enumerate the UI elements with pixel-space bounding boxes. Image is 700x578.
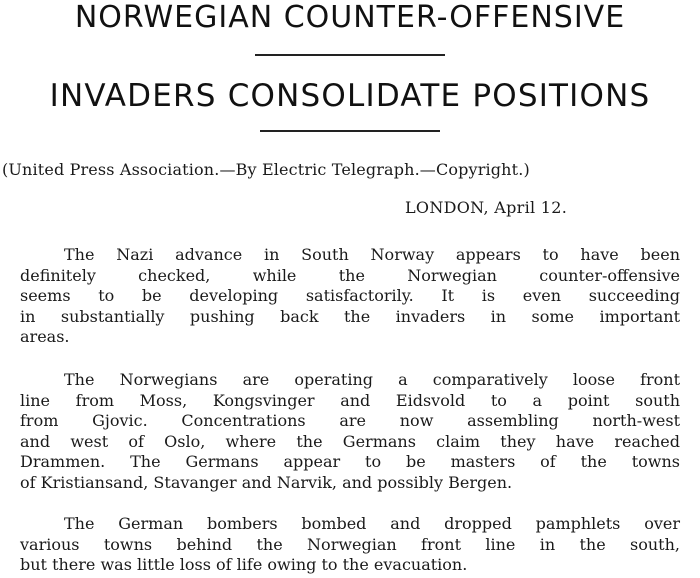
dateline: LONDON, April 12. <box>405 198 568 217</box>
paragraph-line: but there was little loss of life owing to the evacuation. <box>20 555 468 574</box>
paragraph-1 <box>20 245 680 348</box>
paragraph-line: Drammen. The Germans appear to be masters of the towns <box>20 452 680 471</box>
paragraph-line: various towns behind the Norwegian front line in the south, <box>20 534 680 554</box>
wire-credit: (United Press Association.—By Electric Telegraph.—Copyright.) <box>2 160 530 179</box>
paragraph-line: definitely checked, while the Norwegian counter-offensive <box>20 265 680 285</box>
paragraph-line: areas. <box>20 327 70 346</box>
paragraph-line: and west of Oslo, where the Germans claim they have reached <box>20 431 680 451</box>
paragraph-3 <box>20 514 680 576</box>
paragraph-2 <box>20 370 680 493</box>
paragraph-line: The German bombers bombed and dropped pamphlets over <box>64 514 680 533</box>
headline-divider <box>255 54 445 56</box>
paragraph-line: seems to be developing satisfactorily. It is even succeeding <box>20 286 680 305</box>
headline-primary: NORWEGIAN COUNTER-OFFENSIVE <box>74 0 626 35</box>
headline-secondary: INVADERS CONSOLIDATE POSITIONS <box>49 78 651 114</box>
paragraph-line: in substantially pushing back the invaders in some important <box>20 306 680 326</box>
paragraph-line: The Norwegians are operating a comparatively loose front <box>64 370 680 389</box>
paragraph-line: The Nazi advance in South Norway appears to have been <box>64 245 680 264</box>
headline-divider <box>260 130 440 132</box>
paragraph-line: of Kristiansand, Stavanger and Narvik, and possibly Bergen. <box>20 472 513 492</box>
paragraph-line: line from Moss, Kongsvinger and Eidsvold to a point south <box>20 390 680 410</box>
paragraph-line: from Gjovic. Concentrations are now assembling north-west <box>20 411 680 430</box>
